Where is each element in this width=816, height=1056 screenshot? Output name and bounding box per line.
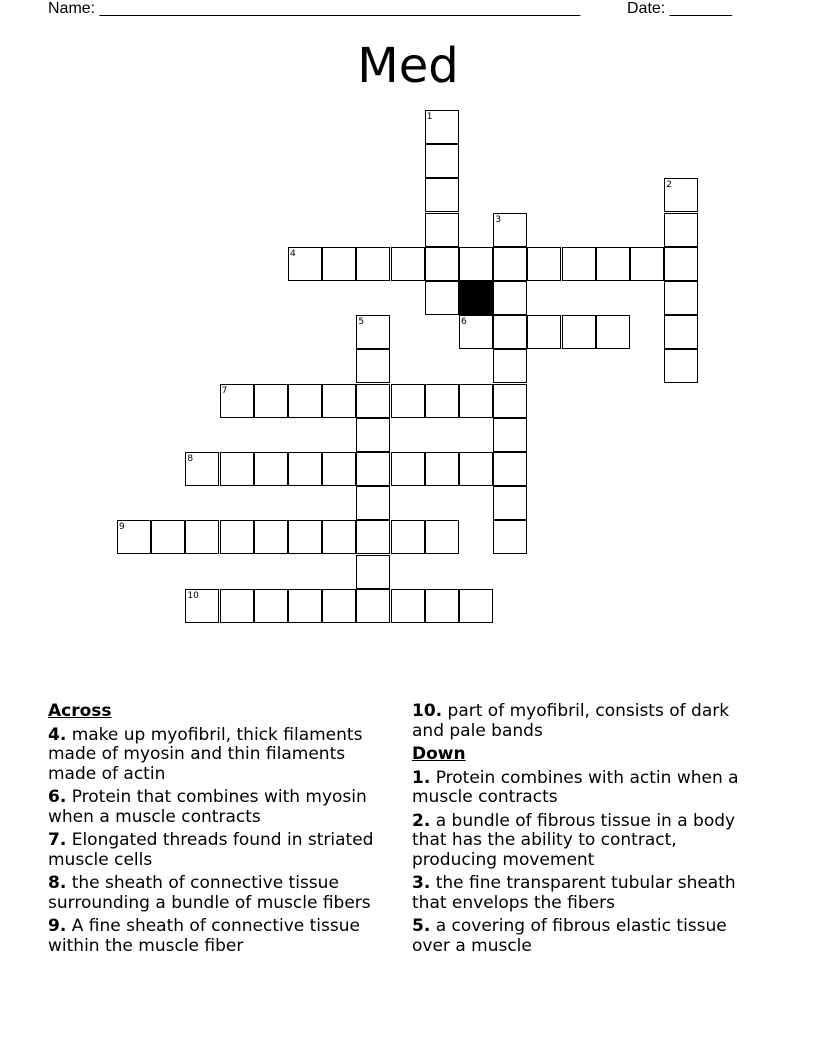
- clue-number: 3.: [412, 873, 431, 893]
- clue-across-10: [412, 702, 762, 741]
- clue-down-1: [412, 769, 762, 808]
- clue-number: 9.: [48, 916, 67, 936]
- grid-cell[interactable]: [356, 247, 390, 281]
- grid-cell[interactable]: [493, 349, 527, 383]
- grid-cell[interactable]: [459, 247, 493, 281]
- clue-number: 2.: [412, 810, 431, 831]
- grid-cell[interactable]: [425, 384, 459, 418]
- grid-cell[interactable]: [391, 247, 425, 281]
- grid-cell[interactable]: [562, 315, 596, 349]
- grid-cell[interactable]: [356, 418, 390, 452]
- grid-cell[interactable]: [493, 418, 527, 452]
- grid-cell[interactable]: [664, 281, 698, 315]
- grid-cell[interactable]: [459, 589, 493, 623]
- grid-cell[interactable]: [151, 520, 185, 554]
- grid-cell[interactable]: [425, 520, 459, 554]
- grid-cell[interactable]: [254, 452, 288, 486]
- clue-across-8: [48, 874, 398, 913]
- clue-number-label: 6: [461, 317, 467, 328]
- grid-cell[interactable]: [356, 349, 390, 383]
- clue-number-label: 5: [358, 317, 365, 328]
- grid-cell[interactable]: [493, 520, 527, 554]
- grid-cell[interactable]: [288, 589, 322, 623]
- clue-text: A fine sheath of connective tissue within the muscle fiber: [48, 916, 360, 956]
- grid-cell[interactable]: [664, 213, 698, 247]
- grid-cell[interactable]: [527, 315, 561, 349]
- down-heading: Down: [412, 744, 466, 764]
- grid-cell[interactable]: [356, 486, 390, 520]
- clue-across-9: [48, 917, 398, 956]
- clue-across-7: [48, 831, 398, 870]
- grid-cell[interactable]: [254, 589, 288, 623]
- clues-column-right: [412, 702, 762, 960]
- grid-cell[interactable]: [664, 349, 698, 383]
- grid-cell[interactable]: [356, 384, 390, 418]
- clue-number: 6.: [48, 787, 67, 807]
- grid-cell[interactable]: [459, 452, 493, 486]
- grid-cell[interactable]: [356, 520, 390, 554]
- clue-across-6: [48, 788, 398, 827]
- grid-cell[interactable]: [220, 520, 254, 554]
- clue-number-label: 4: [290, 248, 296, 259]
- clue-text: a bundle of fibrous tissue in a body that has the ability to contract, producing movement: [412, 810, 736, 870]
- grid-cell[interactable]: [425, 144, 459, 178]
- clue-number: 4.: [48, 724, 67, 745]
- clue-number-label: 1: [426, 112, 433, 122]
- page-title: Med: [357, 38, 459, 94]
- grid-cell[interactable]: [391, 589, 425, 623]
- clue-across-4: [48, 726, 398, 785]
- clue-down-3: [412, 874, 762, 913]
- grid-cell[interactable]: [425, 281, 459, 315]
- grid-cell[interactable]: [562, 247, 596, 281]
- grid-cell[interactable]: [288, 452, 322, 486]
- grid-cell[interactable]: [220, 452, 254, 486]
- grid-cell[interactable]: [664, 315, 698, 349]
- grid-cell[interactable]: [493, 384, 527, 418]
- black-cell: [459, 281, 493, 315]
- name-field-line: Name: ______________________________________________________: [48, 0, 581, 17]
- grid-cell[interactable]: [493, 452, 527, 486]
- grid-cell[interactable]: [527, 247, 561, 281]
- clue-number: 7.: [48, 830, 67, 850]
- clue-text: Protein combines with actin when a muscle contracts: [412, 767, 739, 807]
- grid-cell[interactable]: [391, 452, 425, 486]
- grid-cell[interactable]: [391, 384, 425, 418]
- grid-cell[interactable]: [493, 281, 527, 315]
- clue-number: 5.: [412, 916, 431, 936]
- clue-text: the sheath of connective tissue surrounding a bundle of muscle fibers: [48, 873, 371, 913]
- grid-cell[interactable]: [459, 384, 493, 418]
- grid-cell[interactable]: [322, 247, 356, 281]
- grid-cell[interactable]: [288, 384, 322, 418]
- clue-text: part of myofibril, consists of dark and pale bands: [412, 701, 730, 741]
- grid-cell[interactable]: [425, 452, 459, 486]
- clue-number: 1.: [412, 767, 431, 788]
- clue-number-label: 7: [221, 385, 228, 396]
- grid-cell[interactable]: [493, 315, 527, 349]
- grid-cell[interactable]: [391, 520, 425, 554]
- clues-column-left: [48, 702, 398, 960]
- grid-cell[interactable]: [254, 520, 288, 554]
- across-heading: Across: [48, 701, 112, 721]
- grid-cell[interactable]: [356, 452, 390, 486]
- grid-cell[interactable]: [425, 213, 459, 247]
- clue-number-label: 3: [495, 214, 501, 225]
- grid-cell[interactable]: [288, 520, 322, 554]
- grid-cell[interactable]: [356, 589, 390, 623]
- grid-cell[interactable]: [664, 247, 698, 281]
- grid-cell[interactable]: [630, 247, 664, 281]
- clue-number-label: 10: [187, 590, 199, 601]
- clue-number-label: 2: [666, 180, 672, 191]
- grid-cell[interactable]: [322, 520, 356, 554]
- clue-text: a covering of fibrous elastic tissue over a muscle: [412, 916, 727, 956]
- grid-cell[interactable]: [185, 520, 219, 554]
- clue-text: Protein that combines with myosin when a muscle contracts: [48, 787, 367, 827]
- grid-cell[interactable]: [493, 247, 527, 281]
- clue-text: Elongated threads found in striated muscle cells: [48, 830, 374, 870]
- grid-cell[interactable]: [425, 247, 459, 281]
- grid-cell[interactable]: [322, 452, 356, 486]
- clue-number: 8.: [48, 873, 67, 893]
- date-field-line: Date: _______: [627, 0, 732, 17]
- clue-text: the fine transparent tubular sheath that envelops the fibers: [412, 873, 736, 913]
- grid-cell[interactable]: [322, 384, 356, 418]
- clue-number: 10.: [412, 701, 443, 721]
- clue-text: make up myofibril, thick filaments made of myosin and thin filaments made of actin: [48, 724, 363, 784]
- clue-down-2: [412, 812, 762, 871]
- grid-cell[interactable]: [254, 384, 288, 418]
- grid-cell[interactable]: [322, 589, 356, 623]
- grid-cell[interactable]: [493, 486, 527, 520]
- grid-cell[interactable]: [596, 315, 630, 349]
- grid-cell[interactable]: [220, 589, 254, 623]
- clue-number-label: 9: [119, 522, 125, 533]
- clue-down-5: [412, 917, 762, 956]
- grid-cell[interactable]: [596, 247, 630, 281]
- grid-cell[interactable]: [356, 555, 390, 589]
- clue-number-label: 8: [187, 454, 194, 464]
- grid-cell[interactable]: [425, 589, 459, 623]
- grid-cell[interactable]: [425, 178, 459, 212]
